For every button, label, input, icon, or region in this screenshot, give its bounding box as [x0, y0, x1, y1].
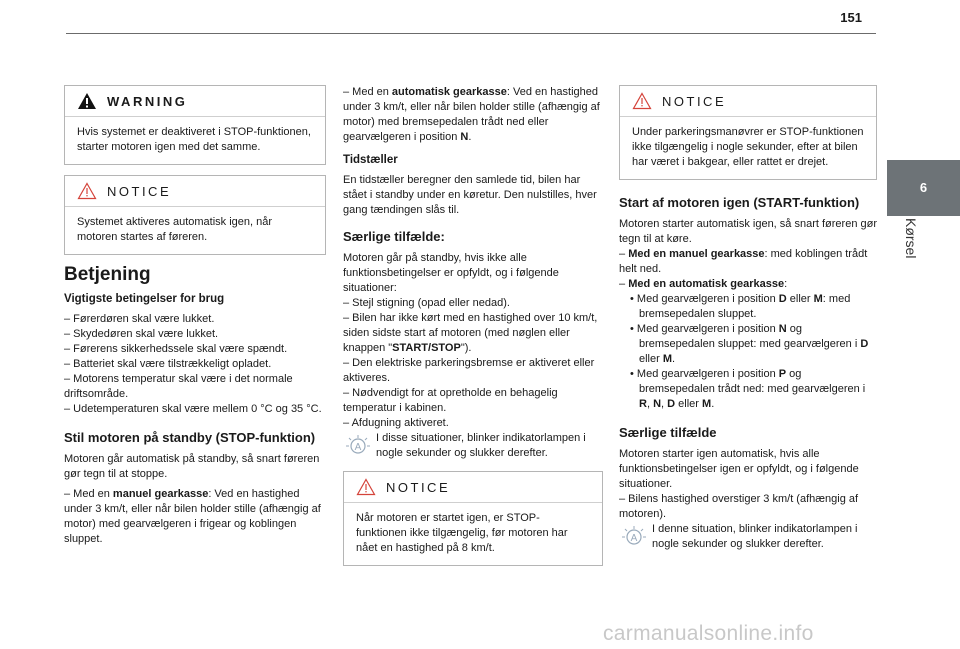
list-item: – Førerdøren skal være lukket. [64, 313, 215, 325]
bullet-item: • Med gearvælgeren i position P og bremsepedalen trådt ned: med gearvælgeren i R, N, D eller M. [630, 368, 866, 410]
list-item: – Stejl stigning (opad eller nedad). [343, 297, 510, 309]
heading-stop-function: Stil motoren på standby (STOP-funktion) [64, 430, 316, 445]
section-title: Betjening [64, 264, 151, 285]
svg-text:A: A [354, 442, 362, 453]
paragraph-automatic: – Med en automatisk gearkasse: Ved en hastighed under 3 km/t, eller når bilen holder stille (afhængig af motor) med bremsepedalen trådt ned eller gearvælgeren i position N. [343, 86, 600, 143]
chapter-tab[interactable]: 6 [887, 160, 960, 216]
warning-text: Hvis systemet er deaktiveret i STOP-funktionen, starter motoren igen med det samme. [77, 126, 311, 153]
notice-triangle-icon [77, 182, 97, 200]
warning-box [64, 85, 326, 165]
column-1 [64, 85, 326, 552]
notice-box-3 [619, 85, 877, 180]
heading-start-function: Start af motoren igen (START-funktion) [619, 195, 860, 210]
paragraph: Motoren starter igen automatisk, hvis alle funktionsbetingelser igen er opfyldt, og i følgende situationer. [619, 448, 859, 490]
notice-label: NOTICE [662, 93, 727, 109]
column-2 [343, 85, 603, 576]
heading-special-cases-2: Særlige tilfælde [619, 425, 717, 440]
subheading-conditions: Vigtigste betingelser for brug [64, 293, 225, 305]
auto-stop-indicator-icon [619, 524, 649, 548]
warning-label: WARNING [107, 93, 188, 109]
list-item: – Bilen har ikke kørt med en hastighed over 10 km/t, siden sidste start af motoren (med nøglen eller knappen "START/STOP"). [343, 312, 598, 354]
list-item: – Skydedøren skal være lukket. [64, 328, 219, 340]
notice-triangle-icon [356, 478, 376, 496]
paragraph-manual: – Med en manuel gearkasse: Ved en hastighed under 3 km/t, eller når bilen holder stille (afhængig af motor) med gearvælgeren i frigear og koblingen sluppet. [64, 488, 321, 545]
header-rule [66, 33, 876, 34]
indicator-note [619, 522, 877, 552]
list-item-automatic: – Med en automatisk gearkasse: [619, 278, 788, 290]
bullet-item: • Med gearvælgeren i position N og bremsepedalen sluppet: med gearvælgeren i D eller M. [630, 323, 869, 365]
list-item: – Førerens sikkerhedssele skal være spændt. [64, 343, 288, 355]
indicator-note [343, 431, 603, 461]
notice-text: Når motoren er startet igen, er STOP-funktionen ikke tilgængelig, før motoren har nået en hastighed på 8 km/t. [356, 512, 568, 554]
paragraph: Motoren går på standby, hvis ikke alle funktionsbetingelser er opfyldt, og i følgende situationer: [343, 252, 559, 294]
chapter-tab-label: Kørsel [903, 218, 919, 259]
list-item: – Batteriet skal være tilstrækkeligt opladet. [64, 358, 272, 370]
paragraph: Motoren starter automatisk igen, så snart føreren gør tegn til at køre. [619, 218, 877, 245]
paragraph-timer: En tidstæller beregner den samlede tid, bilen har stået i standby under en køretur. Den nulstilles, hver gang tændingen slås til. [343, 174, 597, 216]
notice-header [65, 176, 325, 207]
notice-label: NOTICE [107, 183, 172, 199]
notice-triangle-icon [632, 92, 652, 110]
list-item-manual: – Med en manuel gearkasse: med koblingen trådt helt ned. [619, 248, 868, 275]
notice-header [620, 86, 876, 117]
notice-box [64, 175, 326, 255]
notice-box-2 [343, 471, 603, 566]
list-item: – Bilens hastighed overstiger 3 km/t (afhængig af motoren). [619, 493, 859, 520]
list-item: – Nødvendigt for at opretholde en behagelig temperatur i kabinen. [343, 387, 558, 414]
indicator-text: I denne situation, blinker indikatorlampen i nogle sekunder og slukker derefter. [652, 523, 858, 550]
list-item: – Afdugning aktiveret. [343, 417, 449, 429]
paragraph: Motoren går automatisk på standby, så snart føreren gør tegn til at stoppe. [64, 453, 320, 480]
column-3 [619, 85, 877, 552]
list-item: – Udetemperaturen skal være mellem 0 °C og 35 °C. [64, 403, 322, 415]
indicator-text: I disse situationer, blinker indikatorlampen i nogle sekunder og slukker derefter. [376, 432, 586, 459]
warning-header [65, 86, 325, 117]
auto-stop-indicator-icon [343, 433, 373, 457]
notice-text: Under parkeringsmanøvrer er STOP-funktionen ikke tilgængelig i nogle sekunder, efter at bilen har været i bakgear, eller rattet er drejet. [632, 126, 864, 168]
page-number: 151 [840, 10, 862, 25]
list-item: – Den elektriske parkeringsbremse er aktiveret eller aktiveres. [343, 357, 595, 384]
subheading-timer: Tidstæller [343, 154, 398, 166]
notice-header [344, 472, 602, 503]
svg-text:A: A [630, 533, 638, 544]
warning-triangle-icon [77, 92, 97, 110]
list-item: – Motorens temperatur skal være i det normale driftsområde. [64, 373, 293, 400]
notice-label: NOTICE [386, 479, 451, 495]
notice-text: Systemet aktiveres automatisk igen, når motoren startes af føreren. [77, 216, 273, 243]
bullet-item: • Med gearvælgeren i position D eller M: med bremsepedalen sluppet. [630, 293, 851, 320]
heading-special-cases: Særlige tilfælde: [343, 229, 445, 244]
conditions-list [64, 312, 326, 417]
watermark: carmanualsonline.info [603, 622, 814, 645]
